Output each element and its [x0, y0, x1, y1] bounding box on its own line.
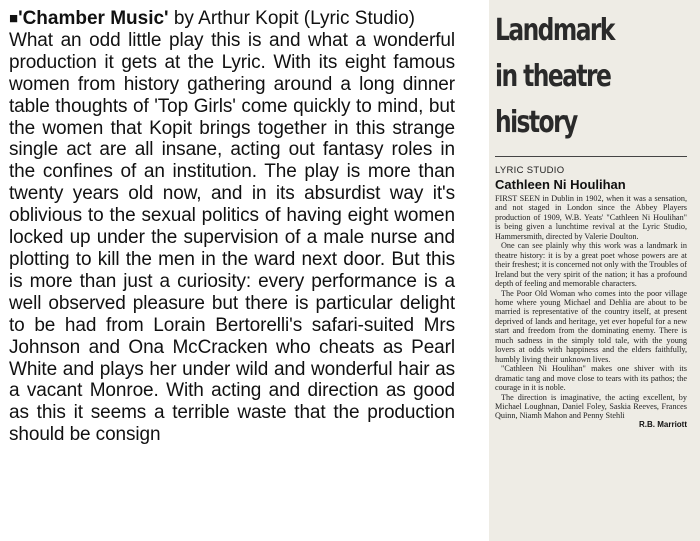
review-title: Cathleen Ni Houlihan: [495, 177, 626, 192]
review-paragraph-4: "Cathleen Ni Houlihan" makes one shiver with its dramatic tang and move close to tears with its pathos; the courage in it is noble.: [495, 364, 687, 393]
bullet-square-icon: ■: [9, 10, 19, 27]
review-paragraph-2: One can see plainly why this work was a landmark in theatre history: it is by a great poet whose powers are at their freshest; it is concerned not only with the Troubles of Ireland but the very spirit of the nation; it has a profound depth of feeling and memorable characters.: [495, 241, 687, 289]
headline-line-3: history: [495, 105, 577, 140]
landmark-review-clipping: [489, 0, 700, 541]
play-credit: by Arthur Kopit (Lyric Studio): [168, 8, 415, 29]
review-heading: [9, 8, 455, 30]
headline-divider: [495, 156, 687, 157]
review-body: What an odd little play this is and what a wonderful production it gets at the Lyric. With its eight famous women from history gathering around a long dinner table thoughts of 'Top Girls' come quickly to mind, but the women that Kopit brings together in this strange single act are all insane, acting out fantasy roles in the confines of an institution. The play is more than twenty years old now, and in its absurdist way it's oblivious to the sexual politics of having eight women locked up under the supervision of a male nurse and plotting to kill the men in the ward next door. But this is more than just a curiosity: every performance is a well observed pleasure but there is particular delight to be had from Lorain Bertorelli's safari-suited Mrs Johnson and Ona McCracken who cheats as Pearl White and plays her under wild and wonderful hair as a vacant Monroe. With acting and direction as good as this it seems a terrible waste that the production should be consign: [9, 29, 455, 446]
play-title: 'Chamber Music': [18, 8, 169, 29]
reviewer-byline: R.B. Marriott: [639, 419, 687, 429]
headline-line-2: in theatre: [495, 59, 611, 94]
review-paragraph-5: The direction is imaginative, the acting excellent, by Michael Loughnan, Daniel Foley, Saskia Reeves, Frances Quinn, Niamh Mahon and Penny Stehli: [495, 392, 687, 421]
section-label: LYRIC STUDIO: [495, 165, 565, 176]
review-body-text: [495, 194, 687, 421]
headline-line-1: Landmark: [495, 13, 614, 48]
review-paragraph-3: The Poor Old Woman who comes into the poor village home where young Michael and Dehlia are about to be married is representative of the country itself, at present deprived of lands and heritage, yet ever hopeful for a new start and freedom from the dominating enemy. There is much sadness in the simply told tale, with the young lovers at odds with happiness and the elders faithfully, humbly living their unknown lives.: [495, 288, 687, 364]
chamber-music-review-text: [9, 8, 455, 446]
headline: [495, 8, 687, 146]
landmark-review-column: [495, 8, 687, 429]
review-paragraph-1: FIRST SEEN in Dublin in 1902, when it was a sensation, and not staged in London since the Abbey Players production of 1909, W.B. Yeats' "Cathleen Ni Houlihan" is being given a lunchtime revival at the Lyric Studio, Hammersmith, directed by Valerie Doulton.: [495, 194, 687, 241]
